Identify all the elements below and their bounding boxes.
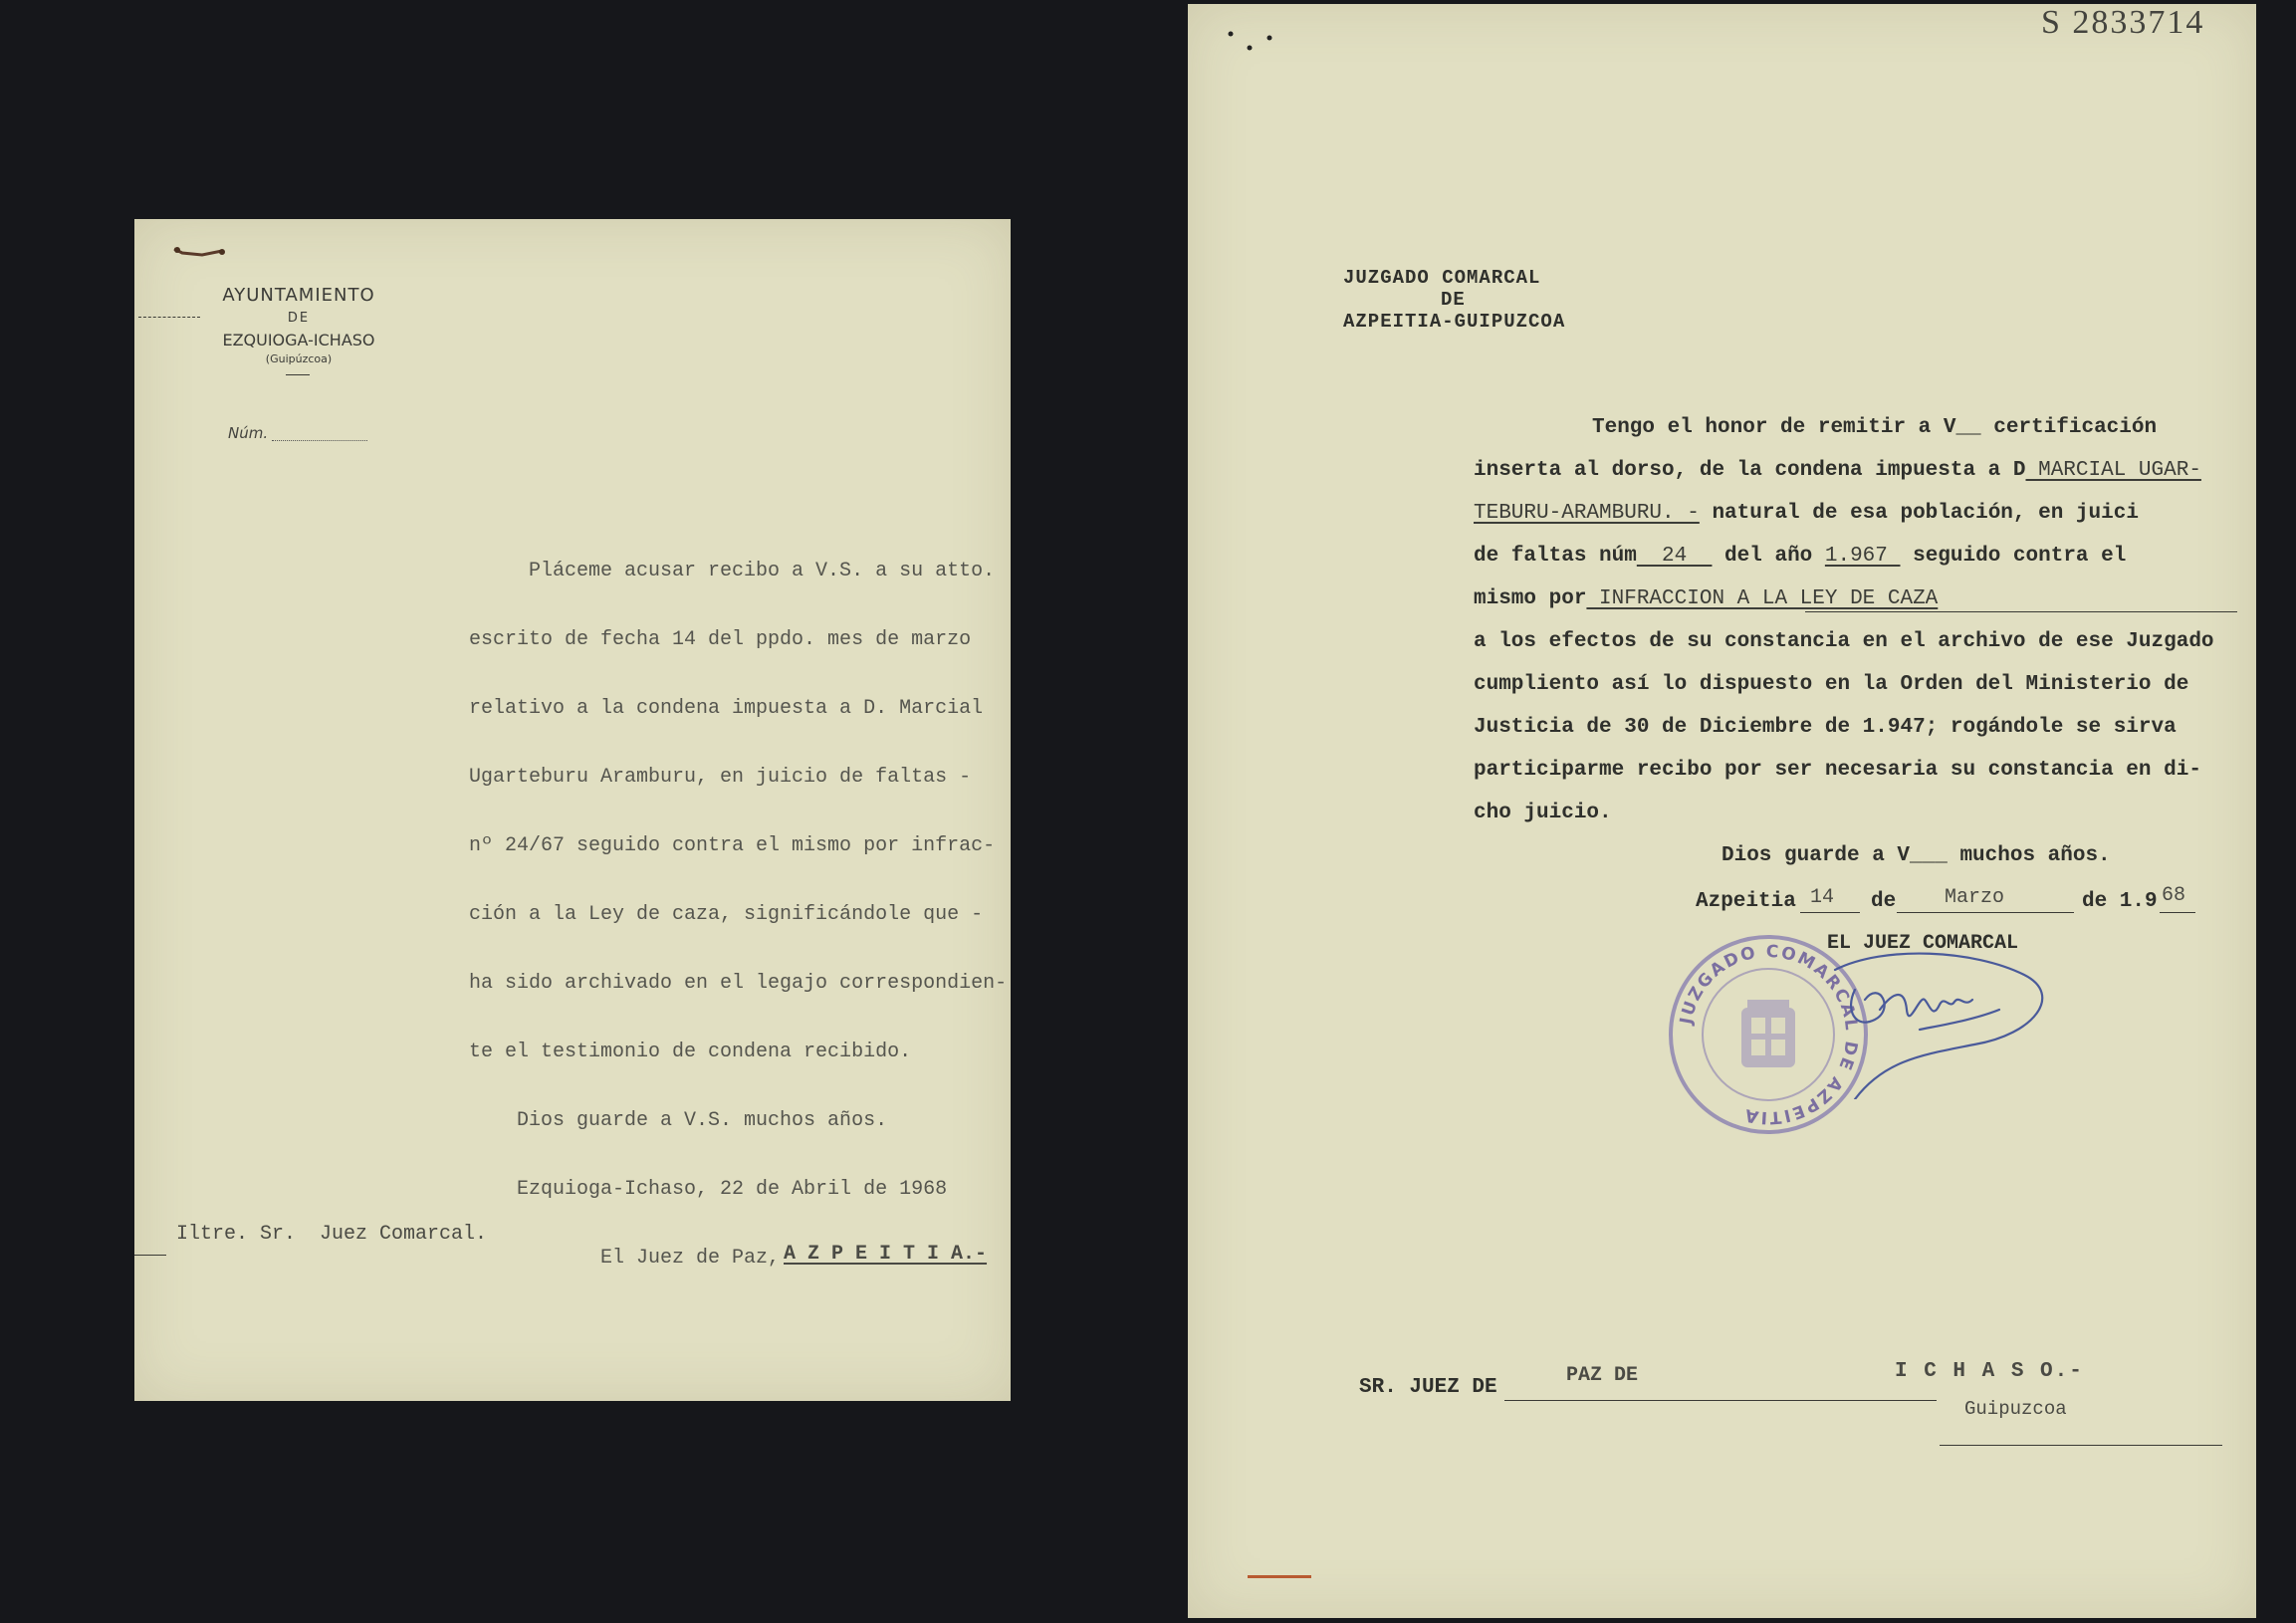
left-letter [134, 219, 1011, 1401]
letterhead-rule-small [286, 374, 310, 375]
body-line: nº 24/67 seguido contra el mismo por infrac- [469, 834, 996, 857]
court-header-line1: JUZGADO COMARCAL [1343, 267, 1541, 289]
staple-mark [172, 241, 232, 261]
offense-underline [1805, 611, 2237, 612]
handwritten-signature [1825, 950, 2064, 1099]
body-line: ha sido archivado en el legajo correspondien- [469, 972, 1008, 995]
right-letter [1188, 4, 2256, 1618]
addressee-rule [134, 1255, 166, 1256]
case-year: 1.967 [1824, 545, 1901, 568]
num-dotted-line [272, 440, 367, 441]
punch-marks [1226, 28, 1285, 60]
body-text: del año [1712, 545, 1825, 568]
defendant-name-part2: TEBURU-ARAMBURU. - [1474, 502, 1700, 525]
body-line: escrito de fecha 14 del ppdo. mes de marzo [469, 628, 972, 651]
addressee: Iltre. Sr. Juez Comarcal. [176, 1223, 488, 1246]
body-line-1: Tengo el honor de remitir a V__ certificación [1592, 416, 2158, 439]
month-underline [1897, 912, 2074, 913]
defendant-name-part1: MARCIAL UGAR- [2025, 459, 2201, 482]
body-line-3 [1474, 502, 2139, 525]
letterhead-rule-left [138, 317, 200, 318]
letterhead-line2: DE [287, 311, 311, 326]
case-number: 24 [1636, 545, 1713, 568]
body-line-5 [1474, 587, 1938, 610]
footer-office: PAZ DE [1566, 1364, 1639, 1387]
closing-greeting: Dios guarde a V___ muchos años. [1722, 844, 2111, 867]
body-text: mismo por [1474, 587, 1587, 610]
footer-province: Guipuzcoa [1964, 1398, 2067, 1420]
closing-month: Marzo [1945, 886, 2005, 909]
body-line: El Juez de Paz, [469, 1247, 781, 1270]
body-line-7: cumpliento así lo dispuesto en la Orden del Ministerio de [1474, 673, 2189, 696]
stamp-text: JUZGADO COMARCAL DE AZPEITIA [1676, 941, 1862, 1128]
red-pencil-mark [1248, 1575, 1311, 1578]
destination: A Z P E I T I A.- [784, 1243, 988, 1266]
serial-number: S 2833714 [2041, 4, 2205, 41]
court-header-line3: AZPEITIA-GUIPUZCOA [1343, 311, 1566, 333]
body-line-8: Justicia de 30 de Diciembre de 1.947; rogándole se sirva [1474, 716, 2177, 739]
body-line-6: a los efectos de su constancia en el archivo de ese Juzgado [1474, 630, 2214, 653]
body-line-4 [1474, 545, 2126, 568]
body-line-9: participarme recibo por ser necesaria su constancia en di- [1474, 759, 2201, 782]
body-line: relativo a la condena impuesta a D. Marcial [469, 697, 984, 720]
letter-body [469, 514, 1007, 1315]
coat-of-arms-icon [1741, 1000, 1795, 1067]
closing-day: 14 [1810, 886, 1835, 909]
year-underline [2160, 912, 2195, 913]
num-label: Núm. [228, 424, 269, 442]
closing-de1: de [1871, 890, 1897, 913]
closing-de2: de 1.9 [2082, 890, 2158, 913]
footer-town: I C H A S O.- [1895, 1360, 2084, 1383]
closing-place: Azpeitia [1696, 890, 1796, 913]
footer-prefix: SR. JUEZ DE [1359, 1376, 1497, 1399]
closing-year-suffix: 68 [2162, 884, 2186, 907]
body-line-10: cho juicio. [1474, 802, 1612, 824]
body-text: natural de esa población, en juici [1699, 502, 2139, 525]
day-underline [1800, 912, 1860, 913]
body-text: de faltas núm [1474, 545, 1637, 568]
court-header-line2: DE [1441, 289, 1466, 311]
body-line-2 [1474, 459, 2201, 482]
signer-title: EL JUEZ COMARCAL [1827, 932, 2019, 955]
province-underline [1940, 1445, 2222, 1446]
body-line: Ugarteburu Aramburu, en juicio de faltas - [469, 766, 972, 789]
letterhead-line4: (Guipúzcoa) [265, 352, 333, 365]
offense: INFRACCION A LA LEY DE CAZA [1586, 587, 1939, 610]
body-line: Pláceme acusar recibo a V.S. a su atto. [469, 560, 996, 582]
body-line: Ezquioga-Ichaso, 22 de Abril de 1968 [469, 1178, 948, 1201]
body-line: te el testimonio de condena recibido. [469, 1041, 912, 1063]
body-line: Dios guarde a V.S. muchos años. [469, 1109, 888, 1132]
body-text: seguido contra el [1900, 545, 2127, 568]
body-text: inserta al dorso, de la condena impuesta a D [1474, 459, 2026, 482]
letterhead-line3: EZQUIOGA-ICHASO [222, 331, 375, 349]
letterhead-line1: AYUNTAMIENTO [222, 285, 375, 306]
body-line: ción a la Ley de caza, significándole que - [469, 903, 984, 926]
footer-underline [1504, 1400, 1937, 1401]
